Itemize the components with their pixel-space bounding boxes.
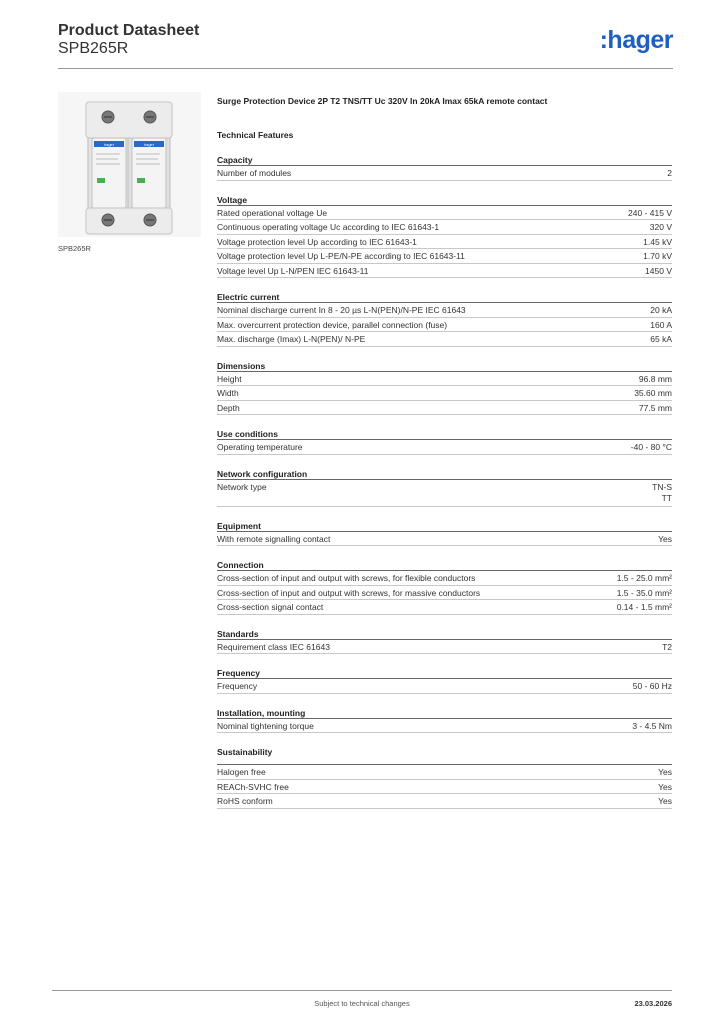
product-image bbox=[58, 92, 201, 237]
spec-label: Cross-section of input and output with screws, for flexible conductors bbox=[217, 573, 476, 583]
spec-row bbox=[217, 220, 672, 235]
spec-row bbox=[217, 719, 672, 734]
spec-value: 65 kA bbox=[650, 334, 672, 344]
section-sustainability bbox=[217, 743, 672, 809]
page-title: Product Datasheet bbox=[58, 22, 200, 39]
section-equipment bbox=[217, 517, 672, 547]
footer-date: 23.03.2026 bbox=[634, 999, 672, 1008]
spec-label: RoHS conform bbox=[217, 796, 273, 806]
section-electric-current bbox=[217, 288, 672, 347]
product-description: Surge Protection Device 2P T2 TNS/TT Uc 320V In 20kA Imax 65kA remote contact bbox=[217, 96, 548, 106]
spec-label: Max. discharge (Imax) L-N(PEN)/ N-PE bbox=[217, 334, 366, 344]
spec-value: 96.8 mm bbox=[638, 373, 672, 384]
section-title: Standards bbox=[217, 625, 672, 640]
spec-label: Rated operational voltage Ue bbox=[217, 207, 328, 218]
spec-label: Number of modules bbox=[217, 168, 292, 178]
section-title: Use conditions bbox=[217, 425, 672, 440]
spec-label: Max. overcurrent protection device, parallel connection (fuse) bbox=[217, 319, 448, 330]
spec-row bbox=[217, 679, 672, 694]
spec-row bbox=[217, 794, 672, 809]
spec-value: 1450 V bbox=[645, 265, 672, 276]
spec-value-line: TT bbox=[661, 492, 672, 503]
spec-label: Voltage level Up L-N/PEN IEC 61643-11 bbox=[217, 265, 369, 276]
spec-row bbox=[217, 264, 672, 279]
section-title: Equipment bbox=[217, 517, 672, 532]
spec-row bbox=[217, 571, 672, 586]
module-label-left: hager bbox=[103, 142, 115, 147]
surge-protector-illustration bbox=[58, 92, 201, 237]
spec-value: 1.5 - 35.0 mm² bbox=[616, 587, 672, 598]
spec-row bbox=[217, 332, 672, 347]
spec-row bbox=[217, 780, 672, 795]
spec-row bbox=[217, 303, 672, 318]
spec-value: 3 - 4.5 Nm bbox=[632, 720, 672, 731]
spec-label: Nominal discharge current In 8 - 20 µs L-N(PEN)/N-PE IEC 61643 bbox=[217, 305, 466, 315]
section-title: Frequency bbox=[217, 664, 672, 679]
spec-row bbox=[217, 765, 672, 780]
spec-value: 1.5 - 25.0 mm² bbox=[616, 573, 672, 583]
section-title: Electric current bbox=[217, 288, 672, 303]
section-title: Sustainability bbox=[217, 743, 672, 765]
section-dimensions bbox=[217, 357, 672, 416]
spec-value: -40 - 80 °C bbox=[630, 442, 672, 452]
spec-value: 77.5 mm bbox=[638, 402, 672, 413]
technical-features-heading: Technical Features bbox=[217, 130, 294, 140]
section-voltage bbox=[217, 191, 672, 279]
spec-label: Network type bbox=[217, 481, 267, 492]
spec-value: T2 bbox=[662, 641, 672, 652]
spec-label: Cross-section signal contact bbox=[217, 602, 324, 612]
spec-label: Frequency bbox=[217, 681, 258, 691]
section-title: Capacity bbox=[217, 151, 672, 166]
spec-row bbox=[217, 235, 672, 250]
spec-row bbox=[217, 386, 672, 401]
section-frequency bbox=[217, 664, 672, 694]
spec-label: Requirement class IEC 61643 bbox=[217, 641, 330, 652]
spec-value: 240 - 415 V bbox=[628, 207, 672, 218]
footer-divider bbox=[52, 990, 672, 991]
spec-value: 0.14 - 1.5 mm² bbox=[616, 602, 672, 612]
spec-label: Height bbox=[217, 373, 242, 384]
spec-row bbox=[217, 318, 672, 333]
spec-row bbox=[217, 166, 672, 181]
product-code: SPB265R bbox=[58, 40, 129, 57]
footer-note: Subject to technical changes bbox=[314, 999, 410, 1008]
spec-value: 1.45 kV bbox=[643, 236, 672, 247]
spec-row bbox=[217, 249, 672, 264]
hager-logo: :hager bbox=[599, 26, 673, 54]
spec-row bbox=[217, 401, 672, 416]
spec-label: Halogen free bbox=[217, 767, 266, 777]
header-divider bbox=[58, 68, 673, 69]
spec-label: With remote signalling contact bbox=[217, 533, 331, 544]
section-installation bbox=[217, 704, 672, 734]
spec-value: 160 A bbox=[650, 319, 672, 330]
spec-value: Yes bbox=[658, 796, 672, 806]
section-title: Connection bbox=[217, 556, 672, 571]
spec-value: 1.70 kV bbox=[643, 251, 672, 261]
spec-value: Yes bbox=[658, 767, 672, 777]
spec-value: 2 bbox=[667, 168, 672, 178]
spec-value: 320 V bbox=[649, 222, 672, 232]
module-label-right: hager bbox=[143, 142, 155, 147]
spec-label: Continuous operating voltage Uc according to IEC 61643-1 bbox=[217, 222, 440, 232]
spec-label: REACh-SVHC free bbox=[217, 781, 289, 792]
spec-row bbox=[217, 532, 672, 547]
spec-value: 20 kA bbox=[650, 305, 672, 315]
spec-row bbox=[217, 600, 672, 615]
section-connection bbox=[217, 556, 672, 615]
spec-row bbox=[217, 640, 672, 655]
spec-label: Voltage protection level Up L-PE/N-PE according to IEC 61643-11 bbox=[217, 251, 465, 261]
spec-label: Nominal tightening torque bbox=[217, 720, 314, 731]
spec-row bbox=[217, 372, 672, 387]
spec-label: Depth bbox=[217, 402, 240, 413]
spec-content bbox=[217, 96, 672, 809]
spec-label: Width bbox=[217, 388, 239, 398]
section-title: Network configuration bbox=[217, 465, 672, 480]
page-header bbox=[58, 22, 673, 70]
spec-row bbox=[217, 480, 672, 507]
spec-label: Operating temperature bbox=[217, 442, 303, 452]
section-title: Installation, mounting bbox=[217, 704, 672, 719]
spec-value-line: TN-S bbox=[652, 481, 672, 492]
spec-value: 50 - 60 Hz bbox=[632, 681, 672, 691]
section-standards bbox=[217, 625, 672, 655]
section-title: Voltage bbox=[217, 191, 672, 206]
spec-value bbox=[652, 480, 672, 506]
spec-value: 35.60 mm bbox=[634, 388, 672, 398]
spec-value: Yes bbox=[658, 533, 672, 544]
spec-row bbox=[217, 586, 672, 601]
spec-label: Cross-section of input and output with screws, for massive conductors bbox=[217, 587, 481, 598]
spec-row bbox=[217, 440, 672, 455]
section-use-conditions bbox=[217, 425, 672, 455]
section-network-configuration bbox=[217, 465, 672, 507]
image-caption: SPB265R bbox=[58, 244, 91, 253]
spec-value: Yes bbox=[658, 781, 672, 792]
spec-label: Voltage protection level Up according to IEC 61643-1 bbox=[217, 236, 417, 247]
section-title: Dimensions bbox=[217, 357, 672, 372]
spec-row bbox=[217, 206, 672, 221]
section-capacity bbox=[217, 151, 672, 181]
